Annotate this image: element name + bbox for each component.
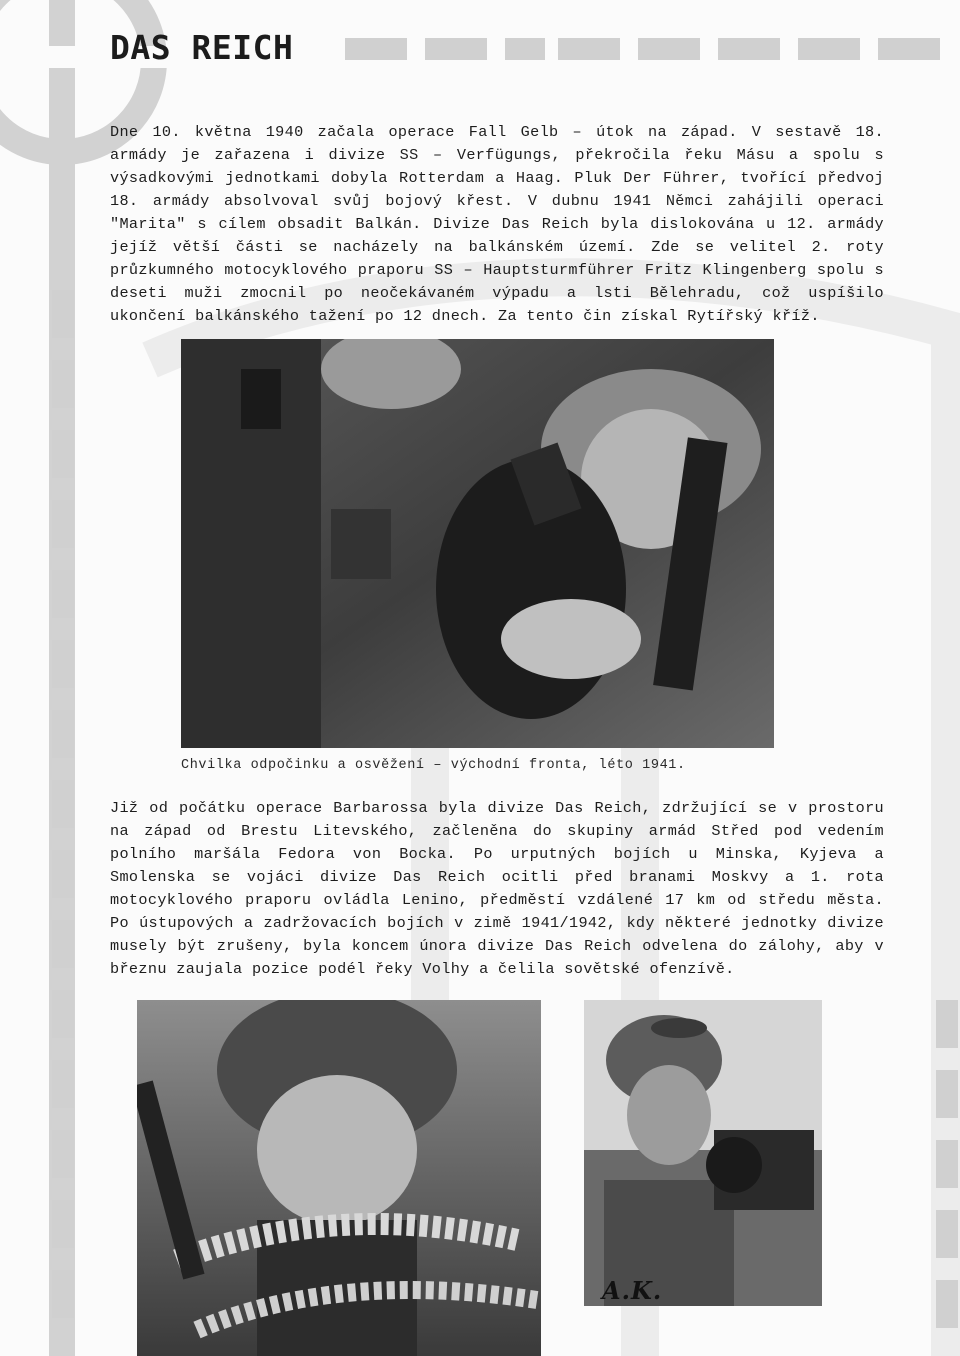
left-dash-band	[52, 290, 74, 1318]
soldier-ammo-belt-photo	[137, 1000, 541, 1356]
intro-paragraph: Dne 10. května 1940 začala operace Fall Gelb – útok na západ. V sestavě 18. armády je zařazena i divize SS – Verfügungs, překročila řeku Másu a spolu s výsadkovými jednotkami dobyla Rotterdam a Haag. Pluk Der Führer, tvořící předvoj 18. armády absolvoval svůj bojový křest. V dubnu 1941 Němci zahájili operaci "Marita" s cílem obsadit Balkán. Divize Das Reich byla dislokována u 12. armády jejíž větší části se nacházely na balkánském území. Zde se velitel 2. roty průzkumného motocyklového praporu SS – Hauptsturmführer Fritz Klingenberg spolu s deseti muži zmocnil po neočekávaném výpadu a lsti Bělehradu, což uspíšilo ukončení balkánského tažení po 12 dnech. Za tento čin získal Rytířský kříž.	[110, 123, 884, 325]
main-photo-caption: Chvilka odpočinku a osvěžení – východní fronta, léto 1941.	[181, 758, 686, 773]
main-photo	[181, 339, 774, 748]
soldier-optics-photo	[584, 1000, 822, 1306]
barbarossa-paragraph: Již od počátku operace Barbarossa byla divize Das Reich, zdržující se v prostoru na západ od Brestu Litevského, začleněna do skupiny armád Střed pod vedením polního maršála Fedora von Bocka. Po urputných bojích u Minska, Kyjeva a Smolenska se vojáci divize Das Reich ocitli před branami Moskvy a 1. rota motocyklového praporu ovládla Lenino, předměstí vzdálené 17 km od středu města. Po ústupových a zadržovacích bojích v zimě 1941/1942, kdy některé jednotky divize musely být zrušeny, byla koncem února divize Das Reich odvelena do zálohy, aby v březnu zaujala pozice podél řeky Volhy a čelila sovětské ofenzívě.	[110, 799, 884, 978]
page-title: DAS REICH	[110, 28, 294, 67]
top-dash-band	[345, 38, 940, 60]
photo-signature: A.K.	[602, 1276, 663, 1305]
